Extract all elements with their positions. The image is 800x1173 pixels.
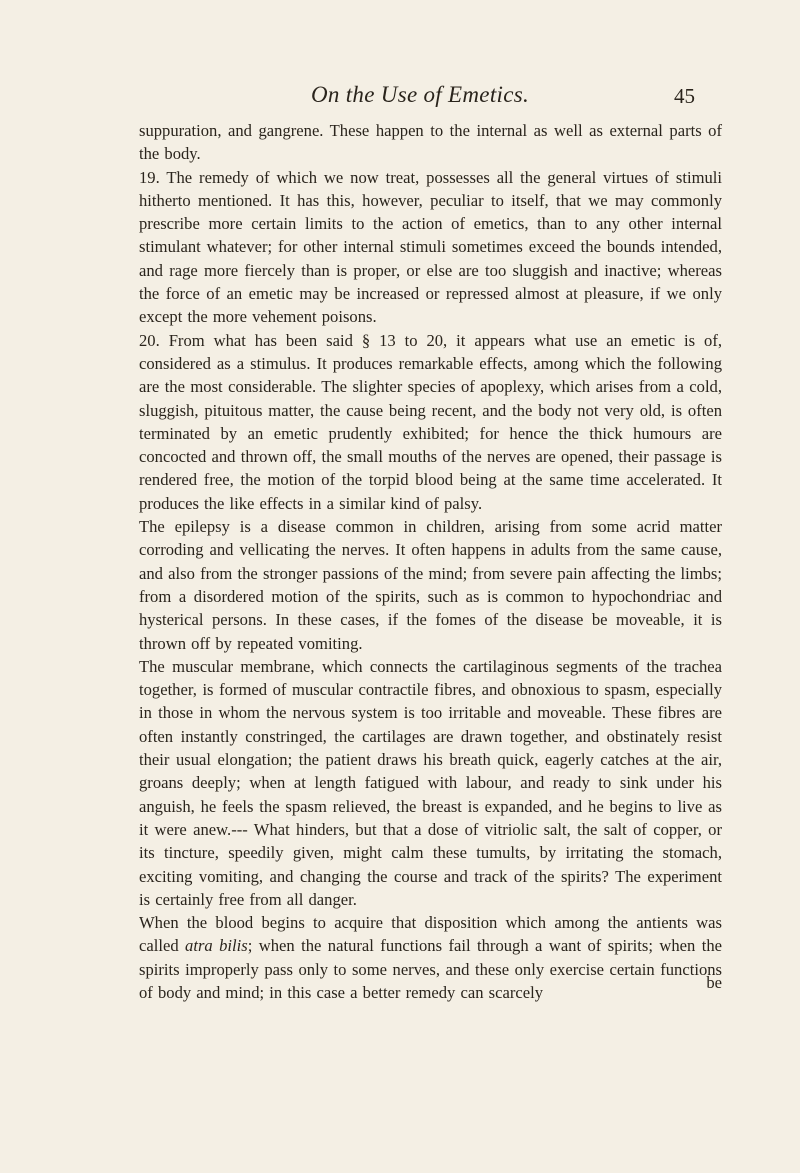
paragraph-continuation: suppuration, and gangrene. These happen to the internal as well as external parts of the body. bbox=[139, 121, 722, 164]
paragraph-20: 20. From what has been said § 13 to 20, it appears what use an emetic is of, considered as a stimulus. It produces remarkable effects, among which the following are the most considerable. The slighter species of apoplexy, which arises from a cold, sluggish, pituitous matter, the cause being recent, and the body not very old, is often terminated by an emetic prudently exhibited; for hence the thick humours are concocted and thrown off, the small mouths of the nerves are opened, their passage is rendered free, the motion of the torpid blood being at the same time accelerated. It produces the like effects in a similar kind of palsy. bbox=[139, 330, 722, 513]
running-title: On the Use of Emetics. bbox=[310, 82, 530, 107]
paragraph-epilepsy: The epilepsy is a disease common in children, arising from some acrid matter corroding and vellicating the nerves. It often happens in adults from the same cause, and also from the stronger passions of the mind; from severe pain affecting the limbs; from a disordered motion of the spirits, such as is common to hypochondriac and hysterical persons. In these cases, if the fomes of the disease be moveable, it is thrown off by repeated vomiting. bbox=[139, 517, 722, 653]
paragraph-19: 19. The remedy of which we now treat, possesses all the general virtues of stimuli hitherto mentioned. It has this, however, peculiar to itself, that we may commonly prescribe more certain limits to the action of emetics, than to any other internal stimulant whatever; for other internal stimuli sometimes exceed the bounds intended, and rage more fiercely than is proper, or else are too sluggish and inactive; whereas the force of an emetic may be increased or repressed almost at pleasure, if we only except the more vehement poisons. bbox=[139, 167, 722, 327]
catchword-line bbox=[139, 973, 722, 997]
page-number: 45 bbox=[674, 84, 695, 108]
paragraph-spasm: The muscular membrane, which connects the cartilaginous segments of the trachea together, is formed of muscular contractile fibres, and obnoxious to spasm, especially in those in whom the nervous system is too irritable and moveable. These fibres are often instantly constringed, the cartilages are drawn together, and obstinately resist their usual elongation; the patient draws his breath quick, eagerly catches at the air, groans deeply; when at length fatigued with labour, and ready to sink under his anguish, he feels the spasm relieved, the breast is expanded, and he begins to live as it were anew.--- What hinders, but that a dose of vitriolic salt, the salt of copper, or its tincture, speedily given, might calm these tumults, by irritating the stomach, exciting vomiting, and changing the course and track of the spirits? The experiment is certainly free from all danger. bbox=[139, 656, 722, 909]
catchword: be bbox=[706, 973, 722, 992]
page-header bbox=[120, 80, 720, 120]
text-segment: ; when the natural functions fail through a want of spirits; when the spirits improperly pass only to some nerves, and these only exercise certain functions of body and mind; in this case a better remedy can scarcely bbox=[139, 936, 722, 1002]
italic-term: atra bilis bbox=[185, 936, 248, 956]
body-text bbox=[139, 119, 722, 1004]
text-segment: When the blood begins to acquire that disposition which among the antients was called bbox=[139, 913, 722, 956]
